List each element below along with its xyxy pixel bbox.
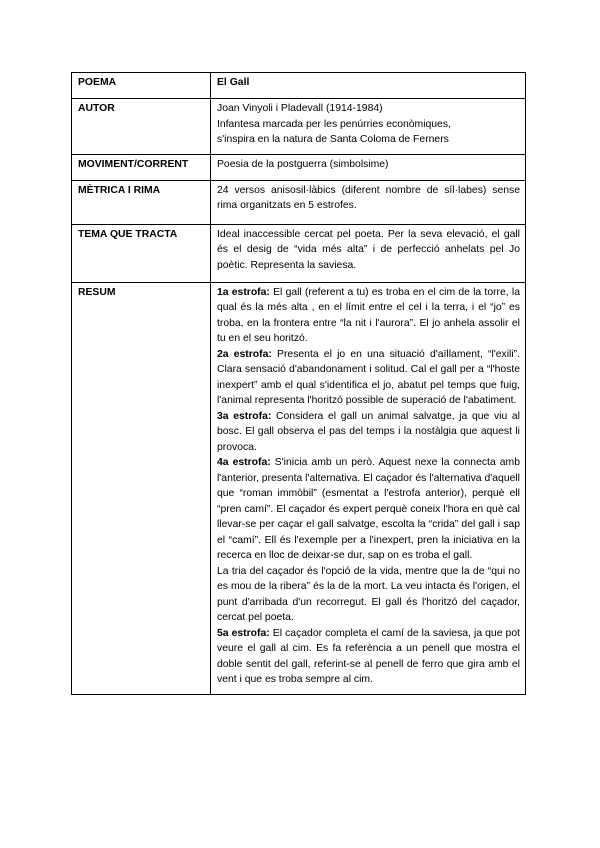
value-metrica: 24 versos anisosil·làbics (diferent nombre de síl·labes) sense rima organitzats en 5 estrofes. (211, 180, 526, 224)
paragraph-text: Presenta el jo en una situació d'aïllament, “l'exili”. Clara sensació d'abandonament i solitud. Cal el gall per a “l'hoste inexpert” amb el qual s'identifica el jo, abatut pel temps que fuig, l'animal representa l'horitzó possible de superació de l'abatiment. (217, 348, 520, 406)
value-resum (211, 282, 526, 694)
row-metrica (72, 180, 526, 224)
row-poema (72, 73, 526, 99)
resum-paragraph (217, 409, 520, 456)
label-poema: POEMA (72, 73, 211, 99)
resum-paragraph (217, 347, 520, 409)
value-moviment: Poesia de la postguerra (simbolsime) (211, 154, 526, 180)
label-resum: RESUM (72, 282, 211, 694)
paragraph-text: El gall (referent a tu) es troba en el cim de la torre, la qual és la més alta , en el límit entre el cel i la terra, i el “jo” es troba, en la frontera entre “la nit i l'aurora”. El jo anhela assolir el tu en el seu horitzó. (217, 286, 520, 344)
autor-line: Joan Vinyoli i Pladevall (1914-1984) (217, 103, 383, 114)
value-autor (211, 99, 526, 155)
paragraph-lead: 2a estrofa: (217, 348, 272, 360)
label-metrica: MÈTRICA I RIMA (72, 180, 211, 224)
resum-paragraph (217, 626, 520, 688)
label-moviment: MOVIMENT/CORRENT (72, 154, 211, 180)
paragraph-lead: 1a estrofa: (217, 286, 270, 298)
paragraph-lead: 3a estrofa: (217, 410, 272, 422)
value-poema: El Gall (211, 73, 526, 99)
paragraph-text: El caçador completa el camí de la saviesa, ja que pot veure el gall al cim. Es fa referència a un penell que mostra el doble sentit del gall, referint-se al penell de ferro que gira amb el vent i que es troba sempre al cim. (217, 627, 520, 685)
autor-line: s'inspira en la natura de Santa Coloma de Ferners (217, 134, 449, 145)
poem-info-table (71, 72, 526, 695)
label-autor: AUTOR (72, 99, 211, 155)
autor-line: Infantesa marcada per les penúrries econòmiques, (217, 118, 451, 130)
paragraph-text: S'inicia amb un però. Aquest nexe la connecta amb l'anterior, presenta l'alternativa. El caçador és l'alternativa d'aquell que “roman immòbil” (esmentat a l'estrofa anterior), perquè ell “pren camí”. El caçador és expert perquè coneix l'hora en què cal llevar-se per caçar el gall salvatge, escolta la “crida” del gall i sap el “camí”. Ell és l'exemple per a l'inexpert, pren la iniciativa en la recerca en lloc de deixar-se dur, sap on es troba el gall. (217, 457, 520, 561)
row-moviment (72, 154, 526, 180)
value-tema: Ideal inaccessible cercat pel poeta. Per la seva elevació, el gall és el desig de “vida més alta” i de perfecció anhelats pel Jo poètic. Representa la saviesa. (211, 224, 526, 282)
row-resum (72, 282, 526, 694)
paragraph-lead: 4a estrofa: (217, 457, 271, 468)
resum-paragraph (217, 564, 520, 626)
paragraph-text: La tria del caçador és l'opció de la vida, mentre que la de “qui no es mou de la ribera” és la de la mort. La veu intacta és l'origen, el punt d'arribada d'un recorregut. El gall és l'horitzó del caçador, cercat pel poeta. (217, 565, 520, 623)
paragraph-text: Considera el gall un animal salvatge, ja que viu al bosc. El gall observa el pas del temps i la nostàlgia que aquest li provoca. (217, 410, 520, 453)
row-autor (72, 99, 526, 155)
paragraph-lead: 5a estrofa: (217, 627, 270, 639)
resum-paragraph (217, 285, 520, 347)
resum-paragraph (217, 455, 520, 564)
label-tema: TEMA QUE TRACTA (72, 224, 211, 282)
row-tema (72, 224, 526, 282)
